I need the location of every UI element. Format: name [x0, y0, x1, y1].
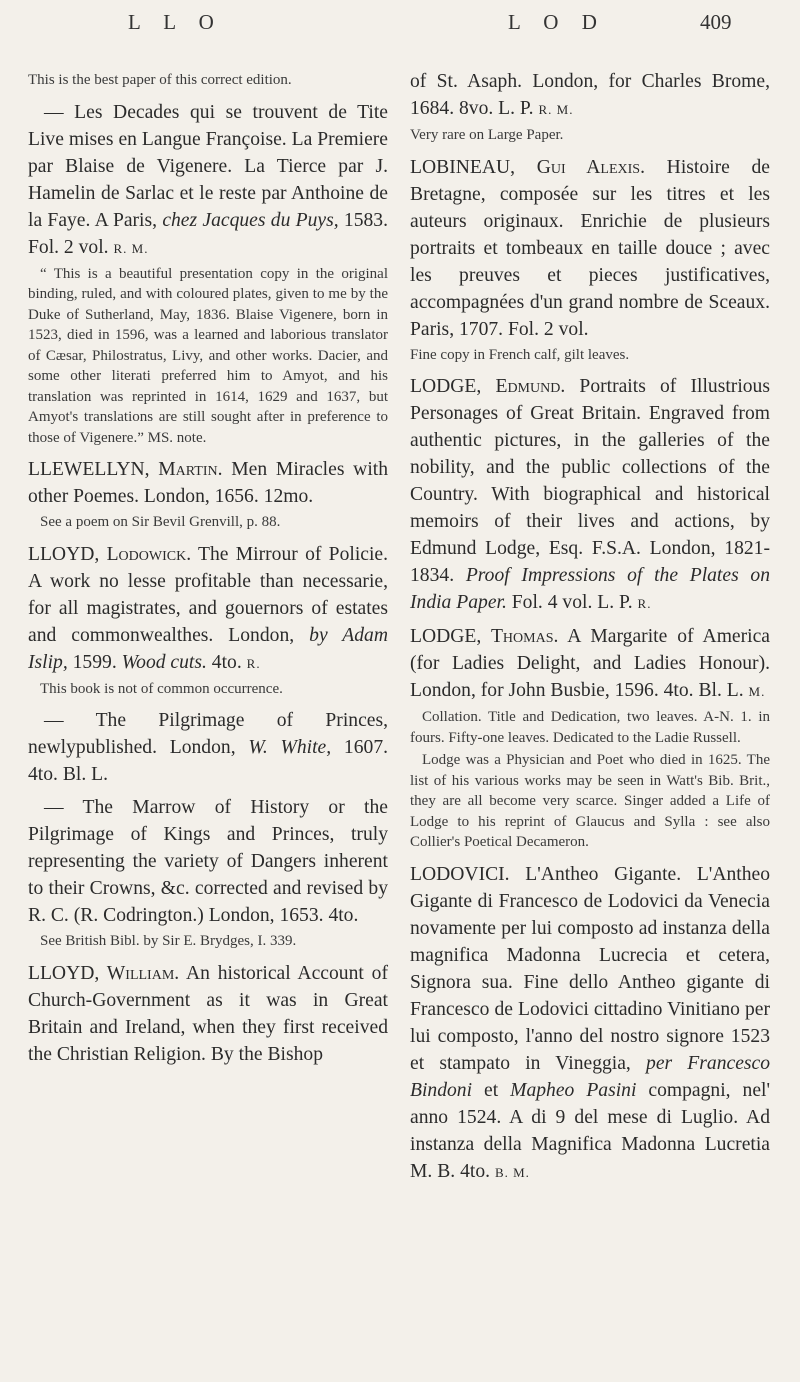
note: Collation. Title and Dedication, two leaves. A-N. 1. in fours. Fifty-one leaves. Dedicated to the Ladie Russell. — [410, 709, 770, 746]
entry-text: — The Marrow of History or the Pilgrimage of Kings and Princes, truly representing the variety of Dangers inherent to their Crowns, &c. corrected and revised by R. C. (R. Codrington.) London, 1653. 4to. — [28, 797, 388, 926]
entry-heading: LOBINEAU, Gui Alexis. — [410, 156, 645, 178]
provenance-mark: B. M. — [494, 1164, 530, 1180]
entry-text: LODGE, Thomas. A Margarite of America (for Ladies Delight, and Ladies Honour). London, for John Busbie, 1596. 4to. Bl. L. M. — [410, 626, 770, 701]
header-middle-letters: L O D — [508, 10, 606, 34]
entry-heading: LLEWELLYN, Martin. — [28, 459, 223, 480]
running-header — [0, 6, 800, 46]
provenance-mark: R. — [246, 655, 261, 671]
entry-heading: LODGE, Thomas. — [410, 626, 559, 647]
entry-lobineau — [410, 154, 770, 366]
entry-text: LODGE, Edmund. Portraits of Illustrious Personages of Great Britain. Engraved from authentic pictures, in the galleries of the nobility, and the public collections of the Country. With biographical and historical memoirs of their lives and actions, by Edmund Lodge, Esq. F.S.A. London, 1821-1834. Proof Impressions of the Plates on India Paper. Fol. 4 vol. L. P. R. — [410, 376, 771, 613]
entry-text: LLOYD, Lodowick. The Mirrour of Policie. A work no lesse profitable than necessarie, for all magistrates, and gouernors of estates and commonwealthes. London, by Adam Islip, 1599. Wood cuts. 4to. R. — [28, 543, 388, 673]
provenance-mark: M. — [748, 684, 766, 699]
entry-livy-note — [28, 70, 388, 91]
entry-marrow — [28, 794, 388, 952]
entry-lodovici — [410, 861, 770, 1186]
entry-lloyd-lodowick — [28, 541, 388, 700]
provenance-mark: R. M. — [113, 240, 149, 256]
entry-lodge-thomas — [410, 623, 770, 853]
entry-text: LLOYD, William. An historical Account of Church-Government as it was in Great Britain and Ireland, when they first received the Christian Religion. By the Bishop — [28, 962, 388, 1065]
note: This is the best paper of this correct edition. — [28, 72, 292, 88]
entry-text: of St. Asaph. London, for Charles Brome, 1684. 8vo. L. P. R. M. — [410, 71, 770, 119]
entry-text: LOBINEAU, Gui Alexis. Histoire de Bretagne, composée sur les titres et les auteurs originaux. Enrichie de plusieurs portraits et tombeaux en taille douce ; avec les preuves et pieces justificatives, accompagnées d'un grand nombre de Sceaux. Paris, 1707. Fol. 2 vol. — [410, 156, 770, 340]
entry-text: — The Pilgrimage of Princes, newlypublished. London, W. White, 1607. 4to. Bl. L. — [28, 710, 389, 785]
note: “ This is a beautiful presentation copy in the original binding, ruled, and with coloured plates, given to me by the Duke of Sutherland, May, 1836. Blaise Vigenere, born in 1523, died in 1596, was a learned and laborious translator of Cæsar, Philostratus, Livy, and other works. Dacier, and some other literati preferred him to Amyot, and his translation was reprinted in 1614, 1629 and 1637, but Amyot's translations are still sought after in preference to those of Vigenere.” MS. note. — [28, 265, 388, 446]
note: See British Bibl. by Sir E. Brydges, I. 339. — [40, 933, 297, 949]
entry-heading: LLOYD, William. — [28, 962, 180, 984]
entry-lloyd-william — [28, 960, 388, 1068]
page-number: 409 — [700, 10, 732, 34]
entry-heading: LODGE, Edmund. — [410, 376, 566, 397]
entry-llewellyn — [28, 456, 388, 533]
entry-text: LLEWELLYN, Martin. Men Miracles with other Poemes. London, 1656. 12mo. — [28, 459, 388, 507]
provenance-mark: R. M. — [538, 102, 574, 117]
note: This book is not of common occurrence. — [40, 680, 283, 697]
entry-lloyd-continued — [410, 68, 770, 146]
entry-pilgrimage — [28, 707, 388, 788]
note: Lodge was a Physician and Poet who died in 1625. The list of his various works may be seen in Watt's Bib. Brit., they are all become very scarce. Singer added a Life of Lodge to his reprint of Glaucus and Sylla : see also Collier's Poetical Decameron. — [410, 752, 770, 850]
right-column — [410, 68, 770, 1192]
header-left-letters: L L O — [128, 10, 223, 34]
note: Fine copy in French calf, gilt leaves. — [410, 346, 630, 363]
note: Very rare on Large Paper. — [410, 127, 564, 143]
left-column — [28, 68, 388, 1074]
entry-decades — [28, 99, 388, 449]
note: See a poem on Sir Bevil Grenvill, p. 88. — [40, 514, 281, 530]
entry-heading: LLOYD, Lodowick. — [28, 543, 192, 565]
entry-text: — Les Decades qui se trouvent de Tite Live mises en Langue Françoise. La Premiere par Blaise de Vigenere. La Tierce par J. Hamelin de Sarlac et le reste par Anthoine de la Faye. A Paris, chez Jacques du Puys, 1583. Fol. 2 vol. R. M. — [28, 101, 389, 258]
provenance-mark: R. — [637, 596, 652, 611]
entry-heading: LODOVICI. — [410, 863, 510, 885]
entry-lodge-edmund — [410, 373, 770, 617]
entry-text: LODOVICI. L'Antheo Gigante. L'Antheo Gigante di Francesco de Lodovici da Venecia novamente per lui composto ad instanza della magnifica Madonna Lucrecia et cetera, Signora sua. Fine dello Antheo gigante di Francesco de Lodovici cittadino Vinitiano per lui composto, l'anno del nostro signore 1523 et stampato in Vineggia, per Francesco Bindoni et Mapheo Pasini compagni, nel' anno 1524. A di 9 del mese di Luglio. Ad instanza della Magnifica Madonna Lucretia M. B. 4to. B. M. — [410, 863, 771, 1182]
